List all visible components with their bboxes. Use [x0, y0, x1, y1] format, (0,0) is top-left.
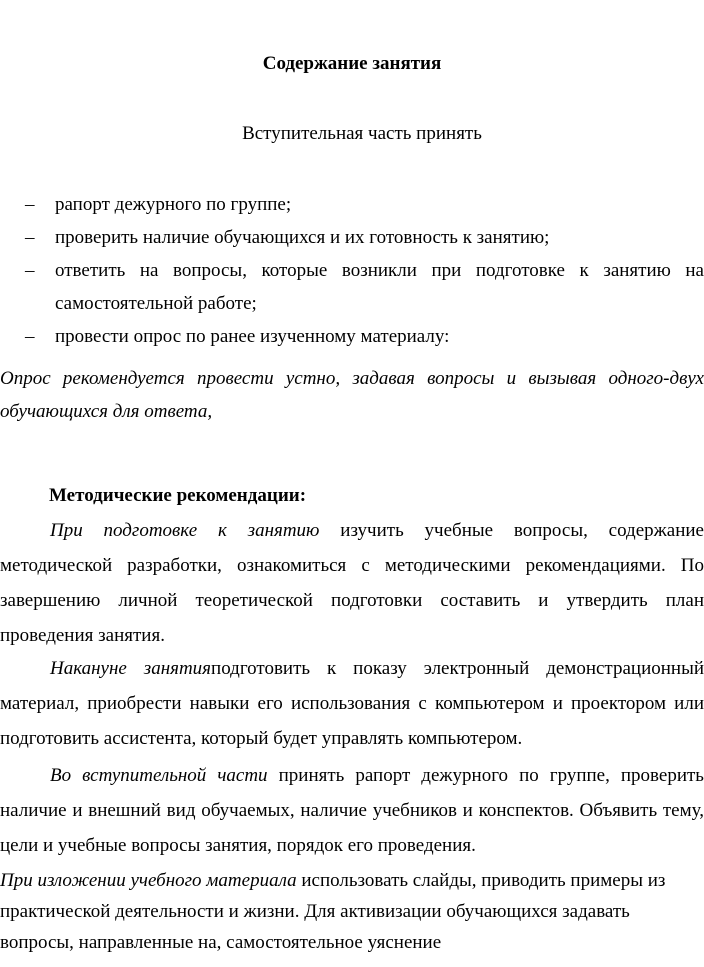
paragraph-eve — [0, 651, 704, 756]
task-list — [0, 188, 704, 353]
paragraph-presentation — [0, 865, 704, 958]
list-item-text: ответить на вопросы, которые возникли при подготовке к занятию на самостоятельной работе; — [55, 260, 704, 314]
paragraph-text: принять рапорт дежурного по группе, проверить наличие и внешний вид обучаемых, наличие учебников и конспектов. Объявить тему, цели и учебные вопросы занятия, порядок его проведения. — [0, 765, 704, 856]
paragraph-lead: Во вступительной части — [50, 765, 268, 786]
paragraph-introduction — [0, 758, 704, 863]
list-item — [0, 221, 704, 254]
recommendations-heading: Методические рекомендации: — [49, 485, 307, 506]
list-item-text: провести опрос по ранее изученному материалу: — [55, 326, 450, 347]
list-item-text: рапорт дежурного по группе; — [55, 194, 292, 215]
list-item — [0, 188, 704, 221]
paragraph-lead: Накануне занятия — [50, 658, 212, 679]
paragraph-lead: При изложении учебного материала — [0, 870, 297, 891]
list-item — [0, 320, 704, 353]
paragraph-text: изучить учебные вопросы, содержание методической разработки, ознакомиться с методическими рекомендациями. По завершению личной теоретической подготовки составить и утвердить план проведения занятия. — [0, 520, 704, 646]
document-title: Содержание занятия — [262, 53, 442, 74]
section-subtitle: Вступительная часть принять — [242, 123, 482, 144]
paragraph-text: подготовить к показу электронный демонстрационный материал, приобрести навыки его использования с компьютером и проектором или подготовить ассистента, который будет управлять компьютером. — [0, 658, 704, 749]
dash-bullet: – — [25, 260, 35, 281]
paragraph-text: использовать слайды, приводить примеры из практической деятельности и жизни. Для активизации обучающихся задавать вопросы, направленные на, самостоятельное уяснение — [0, 870, 666, 953]
list-item-text: проверить наличие обучающихся и их готовность к занятию; — [55, 227, 550, 248]
paragraph-lead: При подготовке к занятию — [50, 520, 320, 541]
dash-bullet: – — [25, 326, 35, 347]
list-item — [0, 254, 704, 320]
survey-note: Опрос рекомендуется провести устно, задавая вопросы и вызывая одного-двух обучающихся для ответа, — [0, 368, 704, 422]
paragraph-preparation — [0, 513, 704, 653]
dash-bullet: – — [25, 227, 35, 248]
dash-bullet: – — [25, 194, 35, 215]
